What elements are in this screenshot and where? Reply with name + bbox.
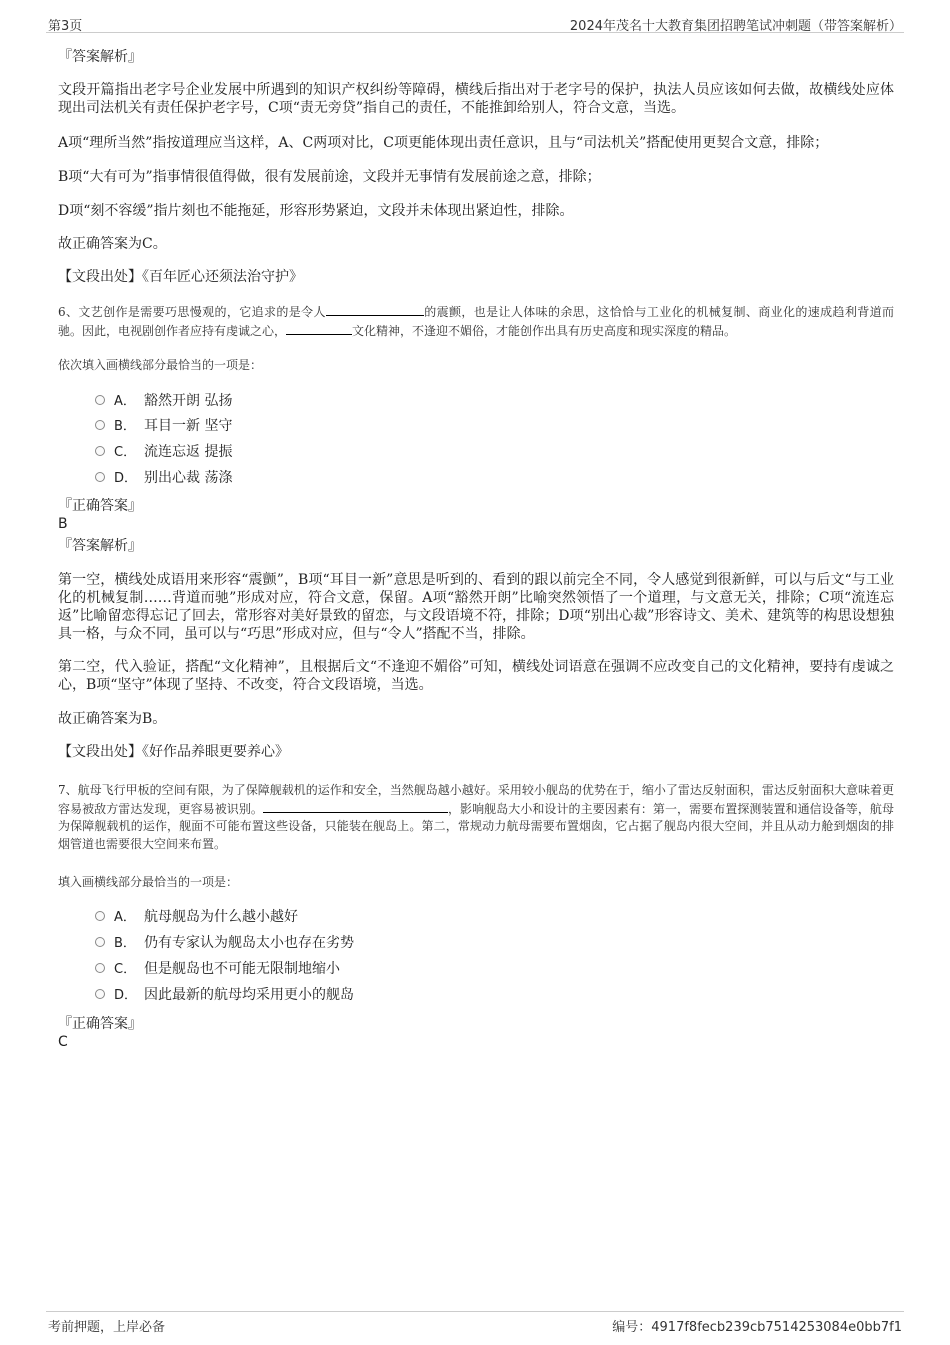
option-letter: A． [114, 394, 136, 409]
option-text: 因此最新的航母均采用更小的舰岛 [144, 987, 354, 1003]
option-letter: A． [114, 910, 136, 925]
q6-option-b[interactable] [95, 416, 232, 436]
q7-option-a[interactable] [95, 907, 298, 927]
q6-analysis-paragraph: 第二空，代入验证，搭配“文化精神”，且根据后文“不逢迎不媚俗”可知，横线处词语意在强调不应改变自己的文化精神，要持有虔诚之心，B项“坚守”体现了坚持、不改变，符合文段语境，当选。 [58, 659, 894, 693]
q6-stem [58, 303, 894, 340]
q6-blank-1 [326, 303, 424, 316]
q7-blank [263, 800, 448, 813]
option-letter: C． [114, 445, 137, 460]
radio-icon[interactable] [95, 472, 105, 482]
document-title: 2024年茂名十大教育集团招聘笔试冲刺题（带答案解析） [569, 19, 902, 34]
q7-option-d[interactable] [95, 985, 354, 1005]
radio-icon[interactable] [95, 963, 105, 973]
option-text: 流连忘返 提振 [144, 444, 233, 460]
q6-prompt: 依次填入画横线部分最恰当的一项是： [58, 358, 263, 372]
q6-correct-label: 『正确答案』 [58, 498, 142, 514]
option-letter: B． [114, 419, 136, 434]
q5-conclusion: 故正确答案为C。 [58, 236, 167, 252]
q6-blank-2 [286, 322, 352, 335]
q7-correct-label: 『正确答案』 [58, 1016, 142, 1032]
radio-icon[interactable] [95, 395, 105, 405]
q7-stem-part: 7、航母飞行甲板的空间有限，为了保障舰载机的运作和安全，当然舰岛越小越好。采用较小舰岛的优势在于，缩小了雷达反射面积，雷达反射面积大意味着更容易被敌方雷达发现，更容易被识别。 [58, 783, 894, 816]
option-text: 航母舰岛为什么越小越好 [144, 909, 298, 925]
option-letter: B． [114, 936, 136, 951]
page-header [46, 12, 904, 33]
q6-analysis-label: 『答案解析』 [58, 538, 142, 554]
q6-option-c[interactable] [95, 442, 232, 462]
q6-option-d[interactable] [95, 468, 232, 488]
q5-analysis-paragraph: A项“理所当然”指按道理应当这样，A、C两项对比，C项更能体现出责任意识，且与“司法机关”搭配使用更契合文意，排除； [58, 135, 829, 151]
q6-stem-part: 6、文艺创作是需要巧思慢观的，它追求的是令人 [58, 305, 326, 319]
page-number: 第3页 [48, 19, 83, 34]
q6-stem-part: 的震颤，也是让人体味的余思，这恰恰与工业化的机械复制、商业化的速成趋利背道而驰。因此，电视剧创作者应持有虔诚之心， [58, 305, 894, 338]
q6-source: 【文段出处】《好作品养眼更要养心》 [58, 744, 289, 760]
option-text: 仍有专家认为舰岛太小也存在劣势 [144, 935, 354, 951]
q5-analysis-paragraph: 文段开篇指出老字号企业发展中所遇到的知识产权纠纷等障碍，横线后指出对于老字号的保护，执法人员应该如何去做，故横线处应体现出司法机关有责任保护老字号，C项“责无旁贷”指自己的责任，不能推卸给别人，符合文意，当选。 [58, 82, 894, 116]
q7-option-c[interactable] [95, 959, 340, 979]
option-letter: C． [114, 962, 137, 977]
q7-prompt: 填入画横线部分最恰当的一项是： [58, 875, 239, 889]
radio-icon[interactable] [95, 911, 105, 921]
radio-icon[interactable] [95, 420, 105, 430]
q7-stem [58, 782, 894, 853]
q6-conclusion: 故正确答案为B。 [58, 711, 167, 727]
option-letter: D． [114, 988, 138, 1003]
q5-analysis-paragraph: D项“刻不容缓”指片刻也不能拖延，形容形势紧迫，文段并未体现出紧迫性，排除。 [58, 203, 574, 219]
q7-option-b[interactable] [95, 933, 354, 953]
q5-source: 【文段出处】《百年匠心还须法治守护》 [58, 269, 303, 285]
q5-analysis-paragraph: B项“大有可为”指事情很值得做，很有发展前途，文段并无事情有发展前途之意，排除； [58, 169, 601, 185]
q6-stem-part: 文化精神，不逢迎不媚俗，才能创作出具有历史高度和现实深度的精品。 [352, 323, 737, 338]
q6-correct-answer: B [58, 516, 68, 532]
q6-analysis-paragraph: 第一空，横线处成语用来形容“震颤”，B项“耳目一新”意思是听到的、看到的跟以前完全不同，令人感觉到很新鲜，可以与后文“与工业化的机械复制……背道而驰”形成对应，符合文意，保留。A项“豁然开朗”比喻突然领悟了一个道理，与文意无关，排除；C项“流连忘返”比喻留恋得忘记了回去，常形容对美好景致的留恋，与文段语境不符，排除；D项“别出心裁”形容诗文、美术、建筑等的构思设想独具一格，与众不同，虽可以与“巧思”形成对应，但与“令人”搭配不当，排除。 [58, 572, 894, 642]
document-id: 编号：4917f8fecb239cb7514253084e0bb7f1 [612, 1320, 902, 1335]
radio-icon[interactable] [95, 446, 105, 456]
q6-option-a[interactable] [95, 391, 232, 411]
radio-icon[interactable] [95, 989, 105, 999]
page-footer [46, 1311, 904, 1334]
radio-icon[interactable] [95, 937, 105, 947]
q7-correct-answer: C [58, 1034, 68, 1050]
footer-slogan: 考前押题，上岸必备 [48, 1320, 166, 1335]
option-text: 但是舰岛也不可能无限制地缩小 [144, 961, 340, 977]
option-text: 耳目一新 坚守 [144, 418, 233, 434]
q7-stem-part: ，影响舰岛大小和设计的主要因素有：第一，需要布置探测装置和通信设备等，航母为保障舰载机的运作，舰面不可能布置这些设备，只能装在舰岛上。第二，常规动力航母需要布置烟囱，它占据了舰岛内很大空间，并且从动力舱到烟囱的排烟管道也需要很大空间来布置。 [58, 801, 894, 851]
option-letter: D． [114, 471, 138, 486]
option-text: 别出心裁 荡涤 [144, 470, 233, 486]
q5-analysis-label: 『答案解析』 [58, 49, 142, 65]
option-text: 豁然开朗 弘扬 [144, 393, 233, 409]
